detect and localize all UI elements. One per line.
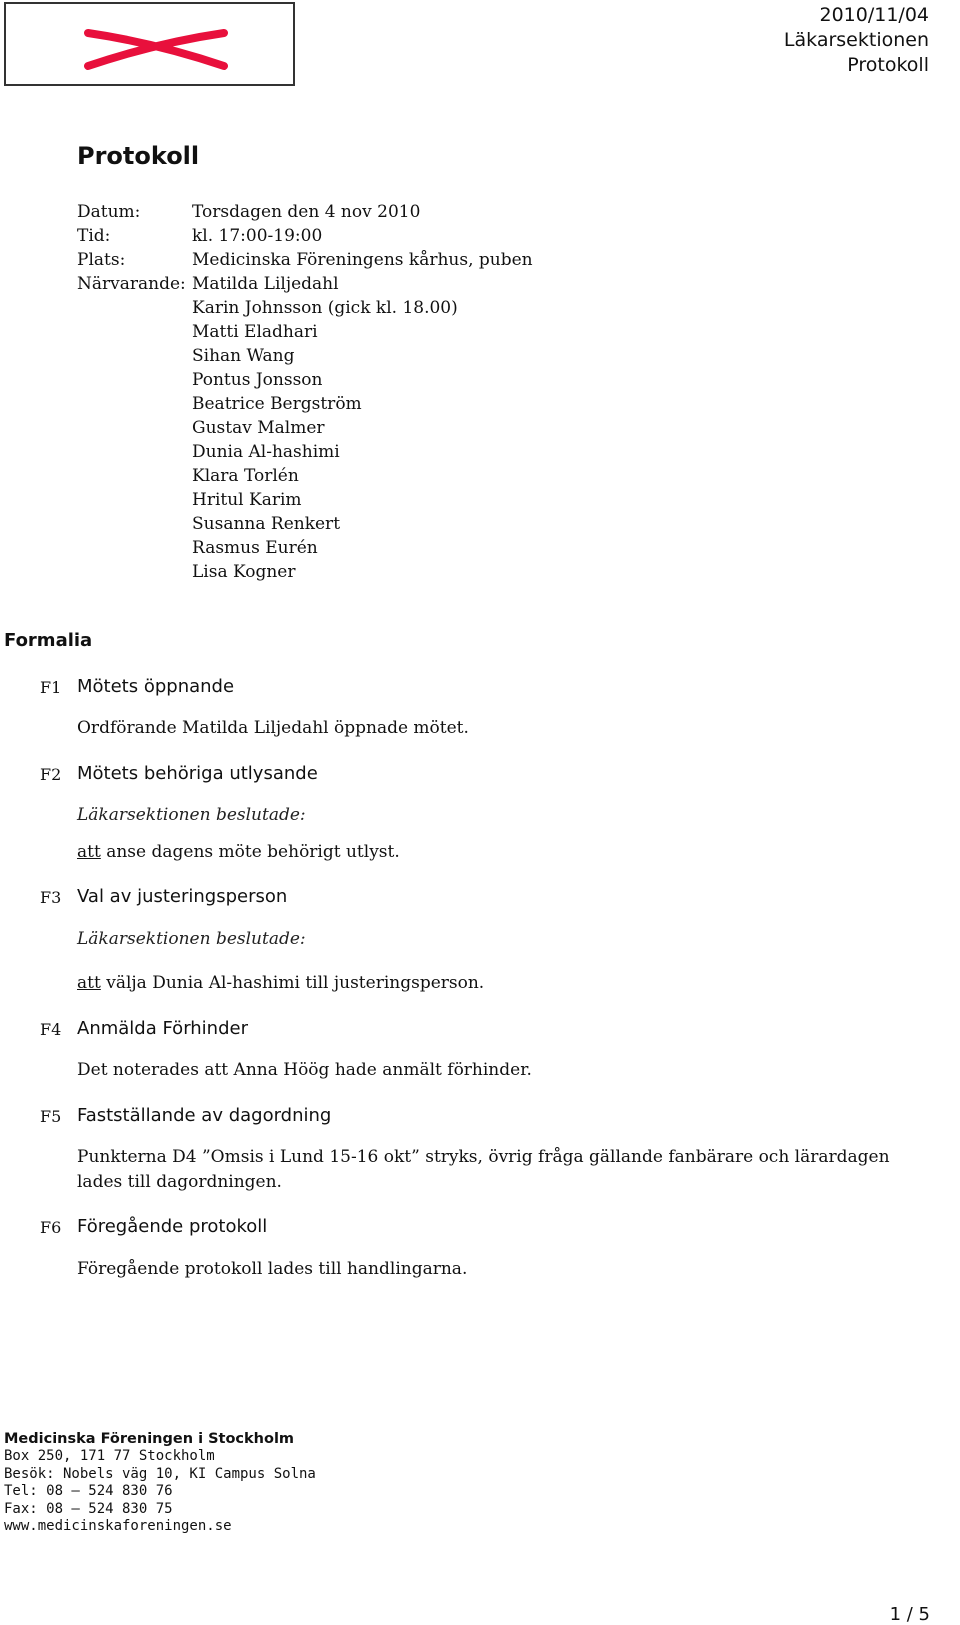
page-number: 1 / 5 (889, 1604, 930, 1625)
att-keyword: att (77, 973, 101, 993)
tid-value: kl. 17:00-19:00 (192, 226, 323, 246)
attendee-list (192, 272, 458, 584)
page-title: Protokoll (77, 142, 200, 170)
plats-label: Plats: (77, 250, 126, 270)
decision-text (77, 971, 917, 996)
attendee: Matilda Liljedahl (192, 274, 339, 294)
footer-website-link[interactable]: www.medicinskaforeningen.se (4, 1518, 232, 1535)
attendee: Sihan Wang (192, 346, 295, 366)
meeting-meta (77, 200, 533, 584)
item-number: F5 (40, 1107, 62, 1126)
att-keyword: att (77, 842, 101, 862)
header-doc-type: Protokoll (847, 54, 929, 76)
section-heading-formalia: Formalia (4, 630, 93, 651)
attendee: Susanna Renkert (192, 514, 341, 534)
attendee: Rasmus Eurén (192, 538, 318, 558)
item-heading: Fastställande av dagordning (77, 1105, 332, 1126)
logo-cross-icon (6, 4, 297, 88)
item-number: F6 (40, 1218, 62, 1237)
attendee: Matti Eladhari (192, 322, 318, 342)
item-heading: Mötets behöriga utlysande (77, 763, 318, 784)
item-number: F3 (40, 888, 62, 907)
attendee: Klara Torlén (192, 466, 299, 486)
item-text: Punkterna D4 ”Omsis i Lund 15-16 okt” stryks, övrig fråga gällande fanbärare och lärardagen lades till dagordningen. (77, 1147, 890, 1192)
item-heading: Anmälda Förhinder (77, 1018, 248, 1039)
datum-value: Torsdagen den 4 nov 2010 (192, 202, 421, 222)
footer-phone: Tel: 08 – 524 830 76 (4, 1483, 173, 1500)
attendee: Hritul Karim (192, 490, 302, 510)
header-org: Läkarsektionen (783, 29, 929, 51)
header-date: 2010/11/04 (819, 4, 929, 26)
decision-body: anse dagens möte behörigt utlyst. (100, 842, 400, 862)
item-text: Det noterades att Anna Höög hade anmält förhinder. (77, 1060, 532, 1080)
item-number: F1 (40, 678, 62, 697)
attendee: Lisa Kogner (192, 562, 296, 582)
decision-label: Läkarsektionen beslutade: (77, 929, 306, 949)
narvarande-label: Närvarande: (77, 274, 186, 294)
footer-visit-address: Besök: Nobels väg 10, KI Campus Solna (4, 1465, 316, 1482)
item-heading: Mötets öppnande (77, 676, 235, 697)
document-header (784, 3, 929, 78)
footer-org-name: Medicinska Föreningen i Stockholm (4, 1431, 295, 1447)
item-number: F4 (40, 1020, 62, 1039)
item-number: F2 (40, 765, 62, 784)
item-text: Ordförande Matilda Liljedahl öppnade mötet. (77, 718, 469, 738)
decision-label: Läkarsektionen beslutade: (77, 805, 306, 825)
organization-footer (4, 1431, 316, 1535)
logo (4, 2, 295, 86)
plats-value: Medicinska Föreningens kårhus, puben (192, 250, 533, 270)
attendee: Karin Johnsson (gick kl. 18.00) (192, 298, 458, 318)
tid-label: Tid: (77, 226, 111, 246)
item-heading: Val av justeringsperson (77, 886, 288, 907)
footer-address: Box 250, 171 77 Stockholm (4, 1448, 215, 1465)
decision-body: välja Dunia Al-hashimi till justeringsperson. (100, 973, 485, 993)
attendee: Beatrice Bergström (192, 394, 362, 414)
attendee: Dunia Al-hashimi (192, 442, 340, 462)
item-heading: Föregående protokoll (77, 1216, 268, 1237)
item-text: Föregående protokoll lades till handlingarna. (77, 1259, 468, 1279)
datum-label: Datum: (77, 202, 141, 222)
attendee: Gustav Malmer (192, 418, 325, 438)
attendee: Pontus Jonsson (192, 370, 323, 390)
decision-text (77, 840, 917, 865)
footer-fax: Fax: 08 – 524 830 75 (4, 1500, 173, 1517)
